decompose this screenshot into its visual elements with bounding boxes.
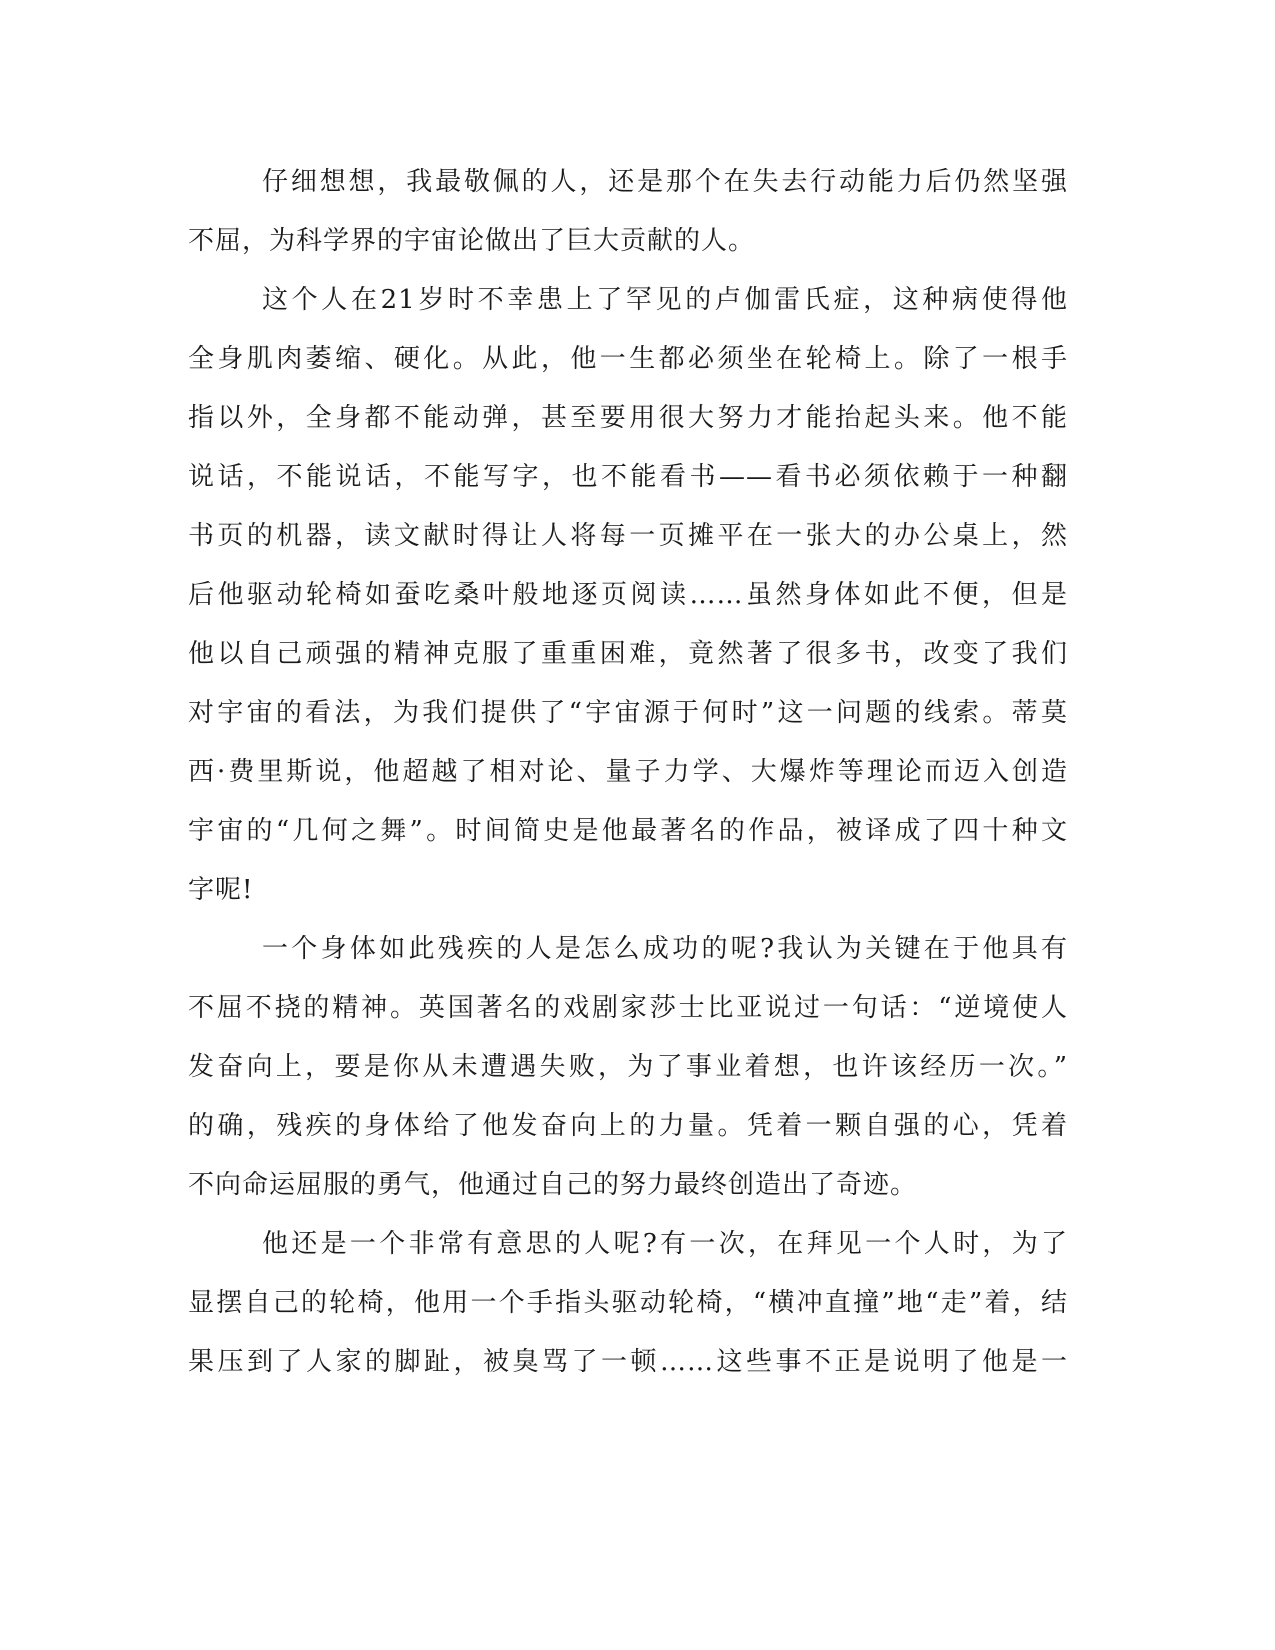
paragraph-2-line-2: 全身肌肉萎缩、硬化。从此，他一生都必须坐在轮椅上。除了一根手 [188,344,1068,374]
paragraph-3-line-4: 的确，残疾的身体给了他发奋向上的力量。凭着一颗自强的心，凭着 [188,1111,1068,1141]
paragraph-3-line-3: 发奋向上，要是你从未遭遇失败，为了事业着想，也许该经历一次。” [188,1052,1068,1082]
paragraph-2-line-5: 书页的机器，读文献时得让人将每一页摊平在一张大的办公桌上，然 [188,521,1068,551]
paragraph-2-line-11: 字呢! [188,875,254,905]
paragraph-2-line-9: 西·费里斯说，他超越了相对论、量子力学、大爆炸等理论而迈入创造 [188,757,1068,787]
paragraph-4-line-1: 他还是一个非常有意思的人呢?有一次，在拜见一个人时，为了 [262,1229,1068,1259]
paragraph-2-line-6: 后他驱动轮椅如蚕吃桑叶般地逐页阅读……虽然身体如此不便，但是 [188,580,1068,610]
paragraph-1-line-1: 仔细想想，我最敬佩的人，还是那个在失去行动能力后仍然坚强 [262,167,1068,197]
paragraph-2-line-10: 宇宙的“几何之舞”。时间简史是他最著名的作品，被译成了四十种文 [188,816,1068,846]
paragraph-4-line-3: 果压到了人家的脚趾，被臭骂了一顿……这些事不正是说明了他是一 [188,1347,1068,1377]
paragraph-3-line-1: 一个身体如此残疾的人是怎么成功的呢?我认为关键在于他具有 [262,934,1068,964]
paragraph-2-line-8: 对宇宙的看法，为我们提供了“宇宙源于何时”这一问题的线索。蒂莫 [188,698,1068,728]
paragraph-2-line-4: 说话，不能说话，不能写字，也不能看书——看书必须依赖于一种翻 [188,462,1068,492]
paragraph-2-line-1: 这个人在21岁时不幸患上了罕见的卢伽雷氏症，这种病使得他 [262,285,1068,315]
paragraph-4-line-2: 显摆自己的轮椅，他用一个手指头驱动轮椅，“横冲直撞”地“走”着，结 [188,1288,1068,1318]
paragraph-3-line-5: 不向命运屈服的勇气，他通过自己的努力最终创造出了奇迹。 [188,1170,918,1200]
paragraph-3-line-2: 不屈不挠的精神。英国著名的戏剧家莎士比亚说过一句话：“逆境使人 [188,993,1068,1023]
paragraph-2-line-7: 他以自己顽强的精神克服了重重困难，竟然著了很多书，改变了我们 [188,639,1068,669]
paragraph-2-line-3: 指以外，全身都不能动弹，甚至要用很大努力才能抬起头来。他不能 [188,403,1068,433]
paragraph-1-line-2: 不屈，为科学界的宇宙论做出了巨大贡献的人。 [188,226,756,256]
